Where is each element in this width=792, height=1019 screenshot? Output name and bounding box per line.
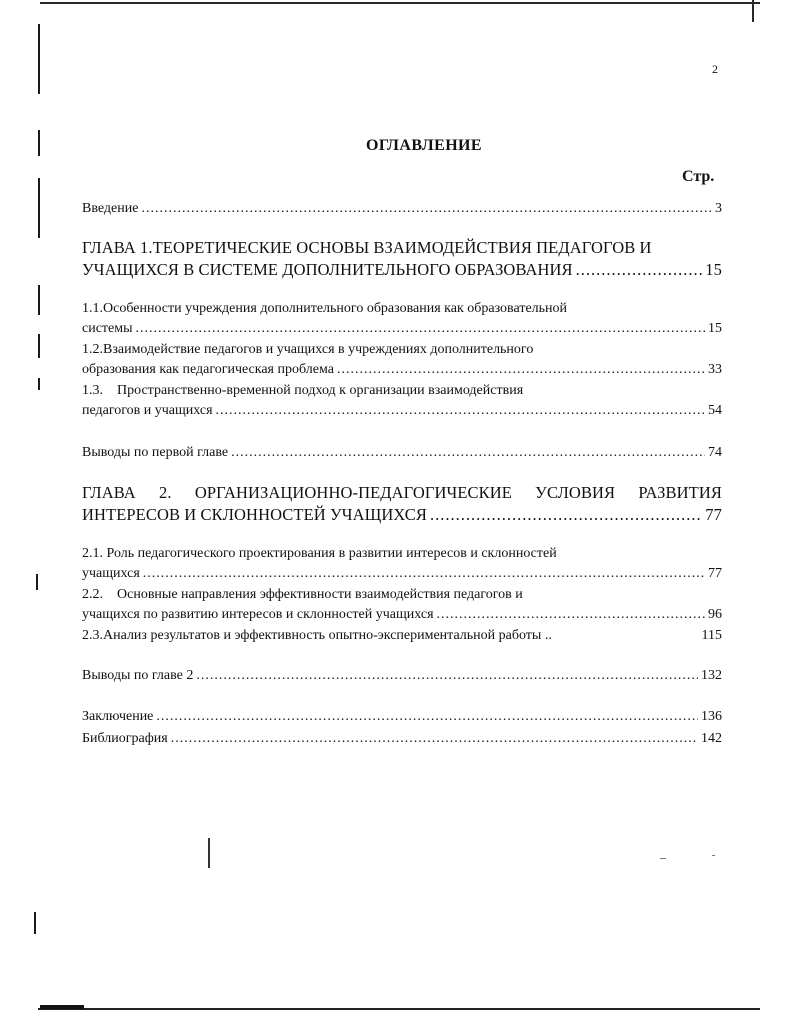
chapter-2-heading-line xyxy=(82,482,722,504)
toc-title: ОГЛАВЛЕНИЕ xyxy=(366,137,482,154)
toc-page-number: 136 xyxy=(701,709,722,724)
toc-entry-text: образования как педагогическая проблема xyxy=(82,362,334,377)
toc-page-number: 15 xyxy=(708,321,722,336)
scan-mark-left xyxy=(38,178,40,238)
toc-entry-text: 1.2.Взаимодействие педагогов и учащихся в учреждениях дополнительного xyxy=(82,342,534,357)
toc-entry-text: ГЛАВА 1.ТЕОРЕТИЧЕСКИЕ ОСНОВЫ ВЗАИМОДЕЙСТВИЯ ПЕДАГОГОВ И xyxy=(82,238,652,257)
toc-entry-word: 2. xyxy=(159,483,172,502)
page-number: 2 xyxy=(712,62,718,76)
toc-entry-conclusions-2[interactable] xyxy=(82,666,722,686)
toc-entry-text: 2.3.Анализ результатов и эффективность опытно-экспериментальной работы .. xyxy=(82,628,552,643)
toc-entry-section-2-2[interactable] xyxy=(82,585,722,625)
scan-mark-left xyxy=(38,285,40,315)
toc-entry-section-1-3[interactable] xyxy=(82,381,722,421)
toc-leader-dots xyxy=(576,259,703,281)
toc-page-number: 132 xyxy=(701,668,722,683)
scan-mark-middle xyxy=(208,838,210,868)
toc-entry-chapter-1[interactable] xyxy=(82,237,722,281)
toc-leader-dots xyxy=(430,504,702,526)
toc-page-number: 77 xyxy=(708,566,722,581)
scan-mark-bottom xyxy=(40,1005,84,1009)
toc-leader-dots xyxy=(196,666,698,686)
toc-entry-text: 1.1.Особенности учреждения дополнительного образования как образовательной xyxy=(82,301,568,316)
toc-entry-word: ГЛАВА xyxy=(82,483,136,502)
toc-entry-text: системы xyxy=(82,321,133,336)
toc-page-number: 96 xyxy=(708,607,722,622)
toc-entry-section-2-3[interactable] xyxy=(82,626,722,646)
toc-entry-text: ИНТЕРЕСОВ И СКЛОННОСТЕЙ УЧАЩИХСЯ xyxy=(82,505,427,524)
toc-entry-section-2-1[interactable] xyxy=(82,544,722,584)
toc-entry-text: Заключение xyxy=(82,709,154,724)
toc-page-number: 15 xyxy=(705,260,722,279)
scan-mark-left xyxy=(36,574,38,590)
toc-leader-dots xyxy=(171,729,698,749)
toc-entry-word: РАЗВИТИЯ xyxy=(638,483,722,502)
toc-page-number: 142 xyxy=(701,731,722,746)
toc-page-number: 74 xyxy=(708,445,722,460)
toc-entry-text: 2.1. Роль педагогического проектирования в развитии интересов и склонностей xyxy=(82,546,557,561)
toc-leader-dots xyxy=(437,605,705,625)
toc-entry-section-1-1[interactable] xyxy=(82,299,722,339)
toc-leader-dots xyxy=(231,443,705,463)
scan-mark-left xyxy=(38,334,40,358)
toc-page-number: 115 xyxy=(701,628,722,643)
toc-page-number: 77 xyxy=(705,505,722,524)
toc-entry-text: УЧАЩИХСЯ В СИСТЕМЕ ДОПОЛНИТЕЛЬНОГО ОБРАЗОВАНИЯ xyxy=(82,260,573,279)
toc-entry-text: Введение xyxy=(82,201,139,216)
toc-entry-word: ОРГАНИЗАЦИОННО-ПЕДАГОГИЧЕСКИЕ xyxy=(194,483,512,502)
toc-leader-dots xyxy=(136,319,705,339)
toc-leader-dots xyxy=(156,707,698,727)
toc-entry-text: педагогов и учащихся xyxy=(82,403,213,418)
scan-border-bottom xyxy=(38,1008,760,1010)
toc-leader-dots xyxy=(216,401,705,421)
toc-entry-text: Выводы по главе 2 xyxy=(82,668,194,683)
toc-entry-text: Выводы по первой главе xyxy=(82,445,229,460)
scan-mark-left xyxy=(38,378,40,390)
toc-leader-dots xyxy=(143,564,705,584)
toc-entry-section-1-2[interactable] xyxy=(82,340,722,380)
scan-mark-left xyxy=(38,24,40,94)
toc-entry-text: учащихся по развитию интересов и склонностей учащихся xyxy=(82,607,434,622)
toc-entry-conclusion[interactable] xyxy=(82,707,722,727)
scan-mark-left xyxy=(34,912,36,934)
toc-entry-chapter-2[interactable] xyxy=(82,482,722,526)
toc-entry-text: 1.3. Пространственно-временной подход к организации взаимодействия xyxy=(82,383,524,398)
toc-entry-text: 2.2. Основные направления эффективности взаимодействия педагогов и xyxy=(82,587,523,602)
page-column-label: Стр. xyxy=(682,168,715,185)
toc-entry-bibliography[interactable] xyxy=(82,729,722,749)
toc-entry-text: учащихся xyxy=(82,566,140,581)
toc-leader-dots xyxy=(141,199,712,219)
toc-entry-text: Библиография xyxy=(82,731,168,746)
scan-speck xyxy=(712,855,715,856)
scan-speck xyxy=(660,858,666,859)
toc-page-number: 3 xyxy=(715,201,722,216)
scan-border-top xyxy=(40,2,760,4)
scan-border-right xyxy=(752,0,754,22)
toc-entry-conclusions-1[interactable] xyxy=(82,443,722,463)
toc-entry-word: УСЛОВИЯ xyxy=(535,483,616,502)
toc-leader-dots xyxy=(337,360,705,380)
toc-page-number: 33 xyxy=(708,362,722,377)
toc-page-number: 54 xyxy=(708,403,722,418)
toc-entry-intro[interactable] xyxy=(82,199,722,219)
